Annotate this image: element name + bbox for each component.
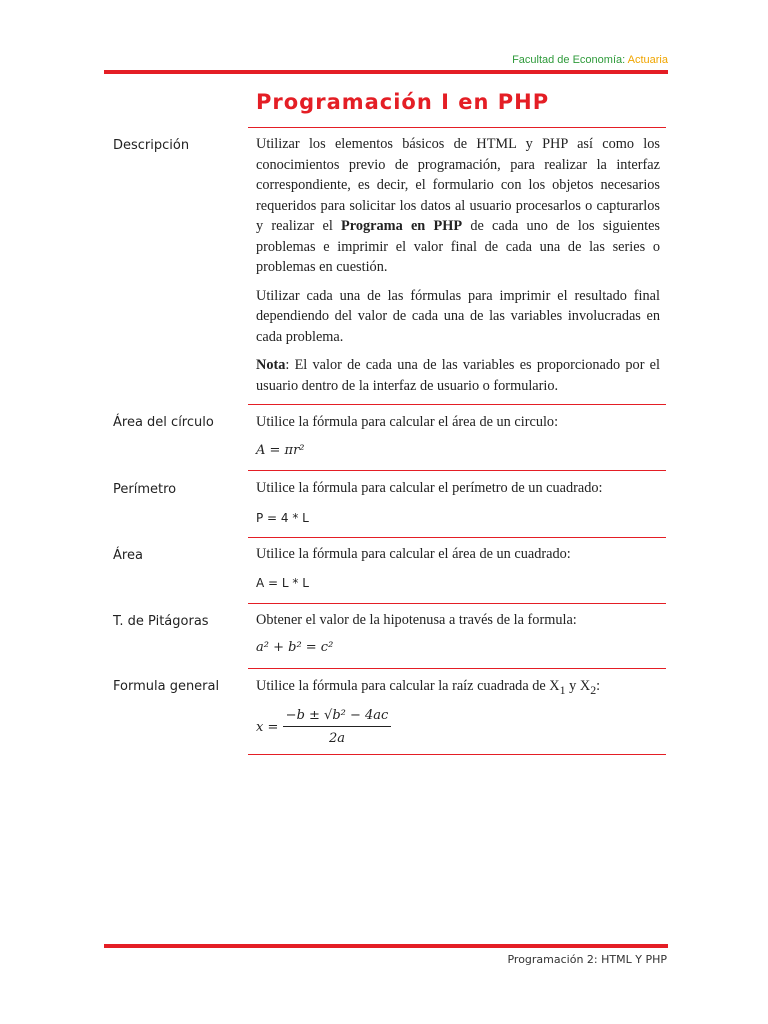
formula-numerator: −b ± √b² − 4ac (285, 708, 389, 723)
area-text: Utilice la fórmula para calcular el área de un cuadrado: (256, 546, 571, 562)
label-pitagoras: T. de Pitágoras (113, 614, 209, 629)
area-formula: A = L * L (256, 576, 309, 590)
description-text (256, 134, 660, 396)
subscript-1: 1 (559, 682, 566, 697)
description-paragraph-1: Utilizar los elementos básicos de HTML y PHP así como los conocimientos previo de programación, para realizar la interfaz correspondiente, es decir, el formulario con los objetos necesarios requeridos para solicitar los datos al usuario procesarlos o capturarlos y realizar el Programa en PHP de cada uno de los siguientes problemas e imprimir el valor final de cada una de las series o problemas en cuestión. (256, 136, 660, 275)
perimetro-text: Utilice la fórmula para calcular el perímetro de un cuadrado: (256, 480, 603, 496)
pitagoras-text: Obtener el valor de la hipotenusa a través de la formula: (256, 612, 577, 628)
formula-general-text: Utilice la fórmula para calcular la raíz cuadrada de $X_1$ y $X_2$: (256, 678, 601, 697)
label-formula-general: Formula general (113, 679, 220, 694)
page-header (512, 54, 668, 66)
header-program: Actuaria (627, 54, 668, 66)
divider (248, 470, 666, 471)
divider (248, 537, 666, 538)
note-label: Nota (256, 357, 286, 373)
pitagoras-formula: a² + b² = c² (256, 640, 334, 655)
label-descripcion: Descripción (113, 138, 190, 153)
divider (248, 404, 666, 405)
page-title: Programación I en PHP (256, 90, 550, 114)
formula-lhs: x = (256, 720, 279, 735)
divider (248, 127, 666, 128)
area-circulo-text: Utilice la fórmula para calcular el área de un circulo: (256, 414, 559, 430)
bold-program-php: Programa en PHP (341, 218, 463, 234)
description-note: Nota: El valor de cada una de las variables es proporcionado por el usuario dentro de la interfaz de usuario o formulario. (256, 357, 660, 394)
area-circulo-formula: A = πr² (256, 443, 305, 458)
label-area-circulo: Área del círculo (113, 415, 214, 430)
divider (248, 754, 666, 755)
perimetro-formula: P = 4 * L (256, 511, 309, 525)
subscript-2: 2 (590, 682, 597, 697)
divider (248, 603, 666, 604)
page-footer: Programación 2: HTML Y PHP (507, 953, 667, 966)
fraction-bar (283, 726, 391, 727)
formula-denominator: 2a (328, 731, 346, 746)
header-faculty: Facultad de Economía: (512, 54, 626, 66)
description-paragraph-2: Utilizar cada una de las fórmulas para imprimir el resultado final dependiendo del valor de cada una de las variables involucradas en cada problema. (256, 287, 660, 345)
label-perimetro: Perímetro (113, 482, 177, 497)
footer-rule (104, 944, 668, 948)
label-area: Área (113, 548, 143, 563)
divider (248, 668, 666, 669)
header-rule (104, 70, 668, 74)
